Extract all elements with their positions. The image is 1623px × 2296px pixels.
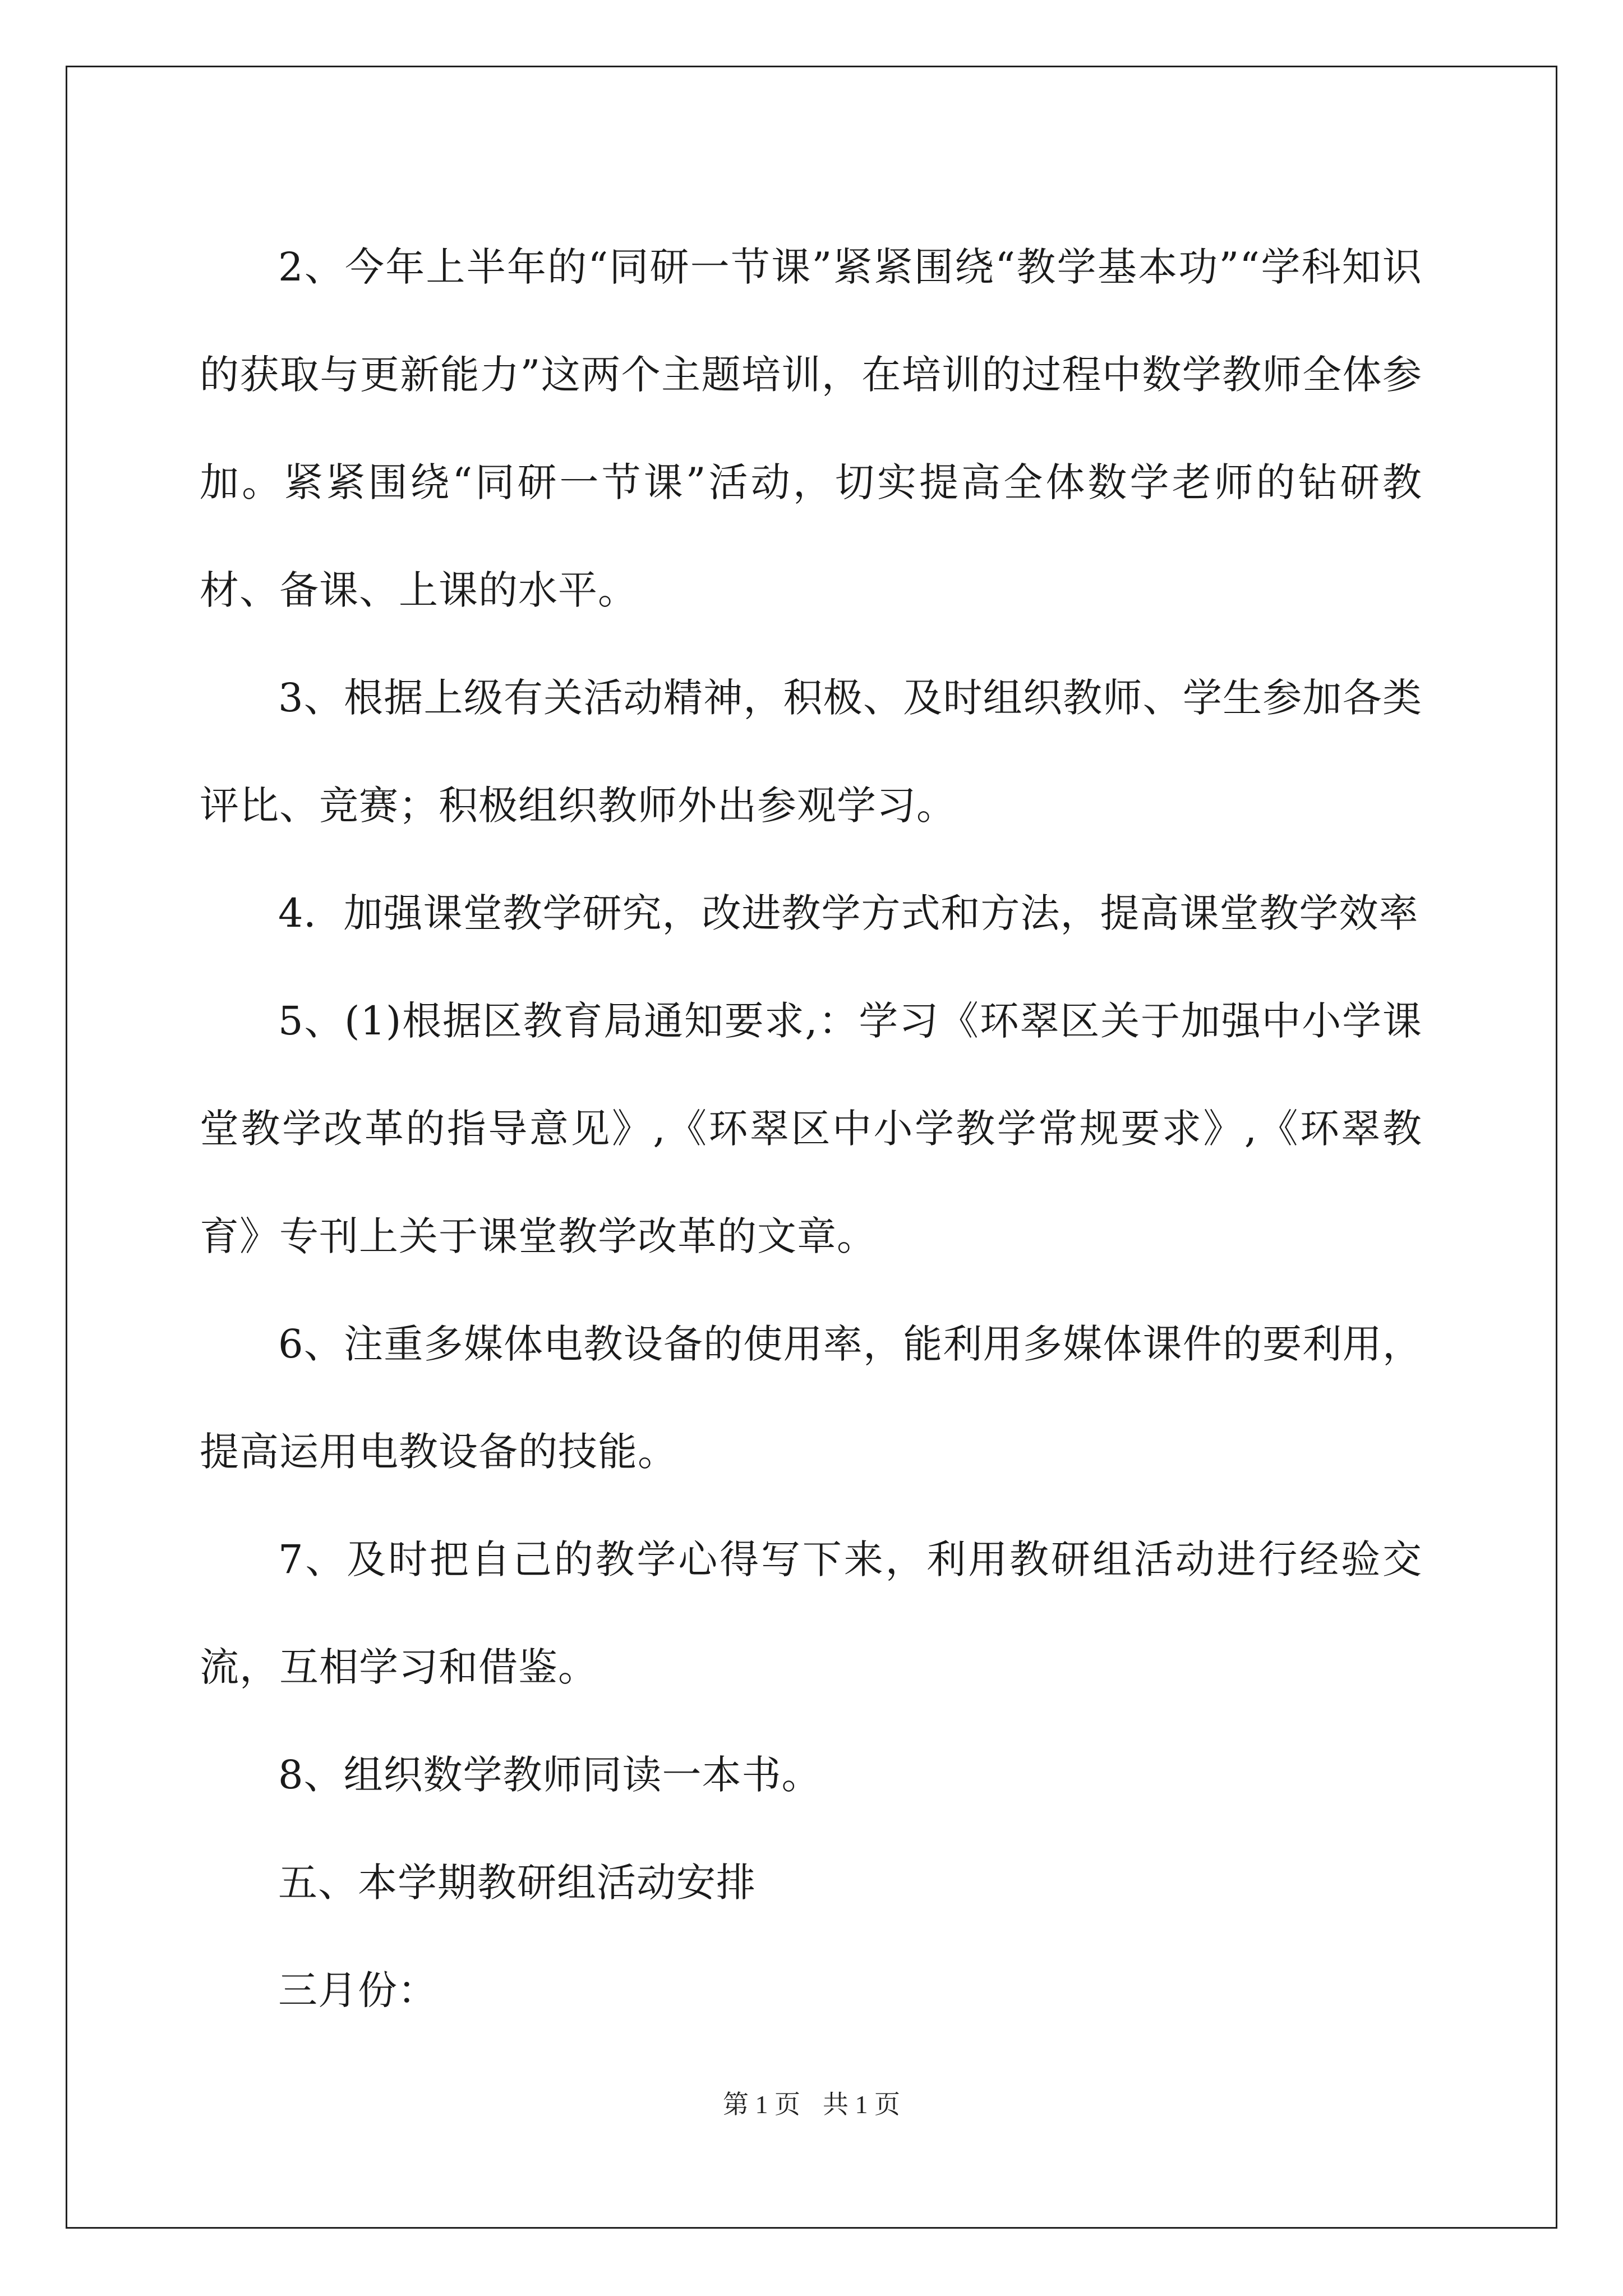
page-current: 第 1 页 [723, 2090, 800, 2119]
section-heading: 五、本学期教研组活动安排 [278, 1860, 756, 1906]
paragraph-item-8: 8、组织数学教师同读一本书。 [278, 1752, 822, 1798]
paragraph-item-6: 6、注重多媒体电教设备的使用率，能利用多媒体课件的要利用，提高运用电教设备的技能。 [200, 1321, 1422, 1475]
paragraph-item-4: 4．加强课堂教学研究，改进教学方式和方法，提高课堂教学效率 [278, 890, 1419, 936]
paragraph-item-2: 2、今年上半年的“同研一节课”紧紧围绕“教学基本功”“学科知识的获取与更新能力”这两个主题培训，在培训的过程中数学教师全体参加。紧紧围绕“同研一节课”活动，切实提高全体数学老师的钻研教材、备课、上课的水平。 [200, 244, 1422, 613]
paragraph-item-5: 5、(1)根据区教育局通知要求,：学习《环翠区关于加强中小学课堂教学改革的指导意见》,《环翠区中小学教学常规要求》,《环翠教育》专刊上关于课堂教学改革的文章。 [200, 998, 1422, 1259]
month-heading: 三月份： [278, 1967, 437, 2013]
paragraph-item-3: 3、根据上级有关活动精神，积极、及时组织教师、学生参加各类评比、竞赛；积极组织教师外出参观学习。 [200, 675, 1422, 829]
paragraph-item-7: 7、及时把自己的教学心得写下来，利用教研组活动进行经验交流，互相学习和借鉴。 [200, 1536, 1422, 1690]
document-body [200, 213, 1422, 2044]
page-total: 共 1 页 [823, 2090, 900, 2119]
page-footer [0, 2088, 1623, 2122]
